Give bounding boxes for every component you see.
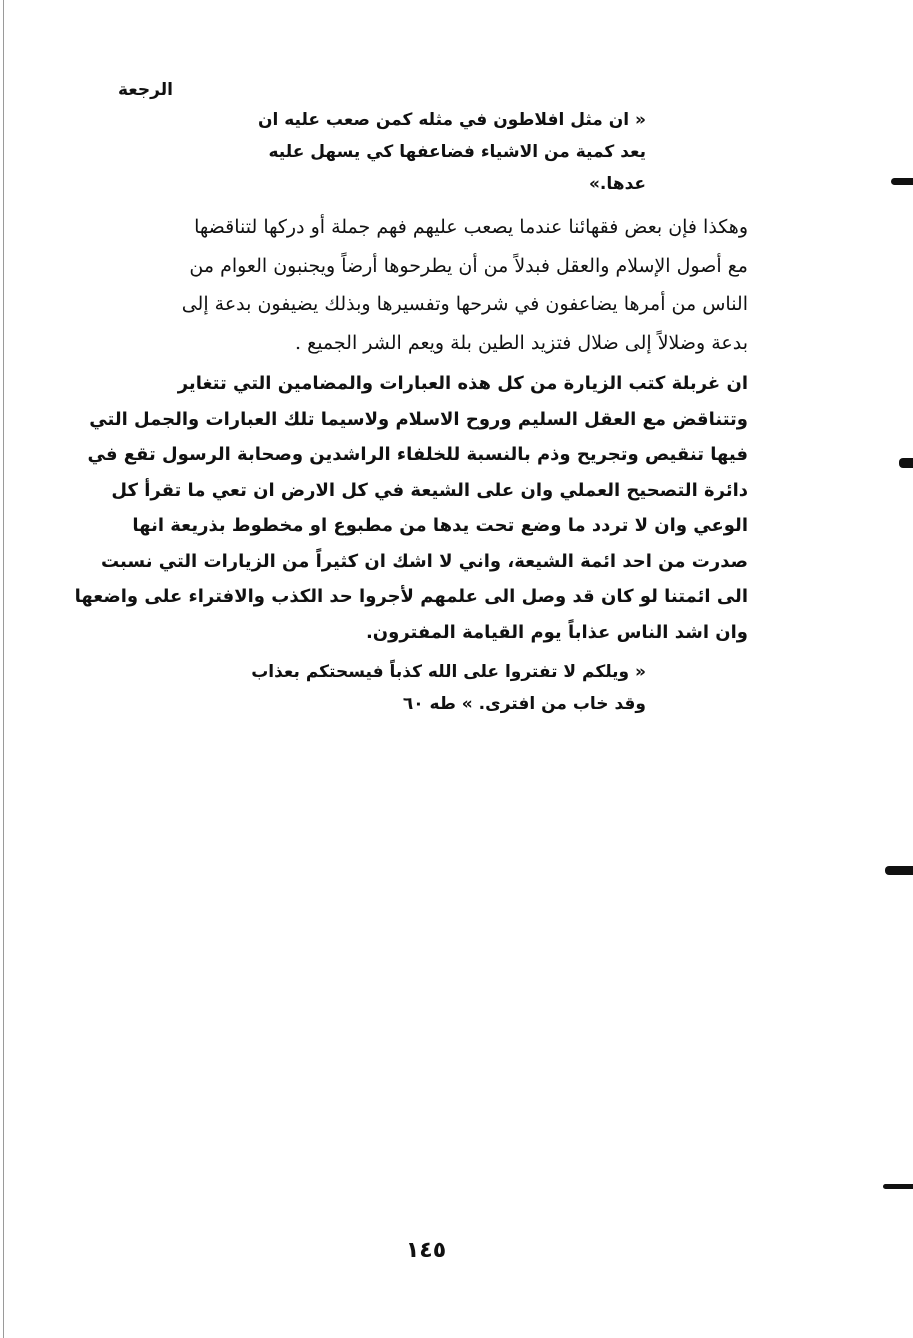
quote-line: « ان مثل افلاطون في مثله كمن صعب عليه ان [257,110,646,130]
running-title: الرجعة [118,80,173,100]
paragraph-line: الى ائمتنا لو كان قد وصل الى علمهم لأجروا حد الكذب والافتراء على واضعها [74,586,748,607]
paragraph-line: دائرة التصحيح العملي وان على الشيعة في كل الارض ان تعي ما تقرأ كل [111,479,748,501]
binding-mark [885,866,913,875]
page-edge-line [3,0,4,1338]
binding-mark [899,458,913,468]
paragraph-line: صدرت من احد ائمة الشيعة، واني لا اشك ان كثيراً من الزيارات التي نسبت [100,550,748,572]
quote-line: وقد خاب من افترى. » طه ٦٠ [402,694,646,714]
paragraph-line: مع أصول الإسلام والعقل فبدلاً من أن يطرحوها أرضاً ويجنبون العوام من [189,254,748,277]
body-paragraph [74,366,748,650]
paragraph-line: الوعي وان لا تردد ما وضع تحت يدها من مطبوع او مخطوط بذريعة انها [132,515,748,536]
quote-line: عدها.» [588,174,646,194]
paragraph-line: بدعة وضلالاً إلى ضلال فتزيد الطين بلة ويعم الشر الجميع . [295,331,748,354]
paragraph-line: الناس من أمرها يضاعفون في شرحها وتفسيرها وبذلك يضيفون بدعة إلى [181,293,748,315]
quote-line: « ويلكم لا تفتروا على الله كذباً فيسحتكم بعذاب [251,662,646,682]
paragraph-line: ان غربلة كتب الزيارة من كل هذه العبارات والمضامين التي تتغاير [177,373,748,394]
page-number: ١٤٥ [405,1238,447,1263]
block-quote [257,104,646,200]
paragraph-line: وتتناقض مع العقل السليم وروح الاسلام ولاسيما تلك العبارات والجمل التي [89,408,748,430]
quran-quote [251,656,646,720]
quote-line: يعد كمية من الاشياء فضاعفها كي يسهل عليه [268,142,646,162]
body-paragraph [108,208,748,362]
paragraph-line: وان اشد الناس عذاباً يوم القيامة المفترون. [365,621,748,643]
paragraph-line: وهكذا فإن بعض فقهائنا عندما يصعب عليهم فهم جملة أو دركها لتناقضها [194,216,748,238]
paragraph-line: فيها تنقيص وتجريح وذم بالنسبة للخلفاء الراشدين وصحابة الرسول تقع في [87,444,748,465]
binding-mark [883,1184,913,1189]
binding-mark [891,178,913,185]
